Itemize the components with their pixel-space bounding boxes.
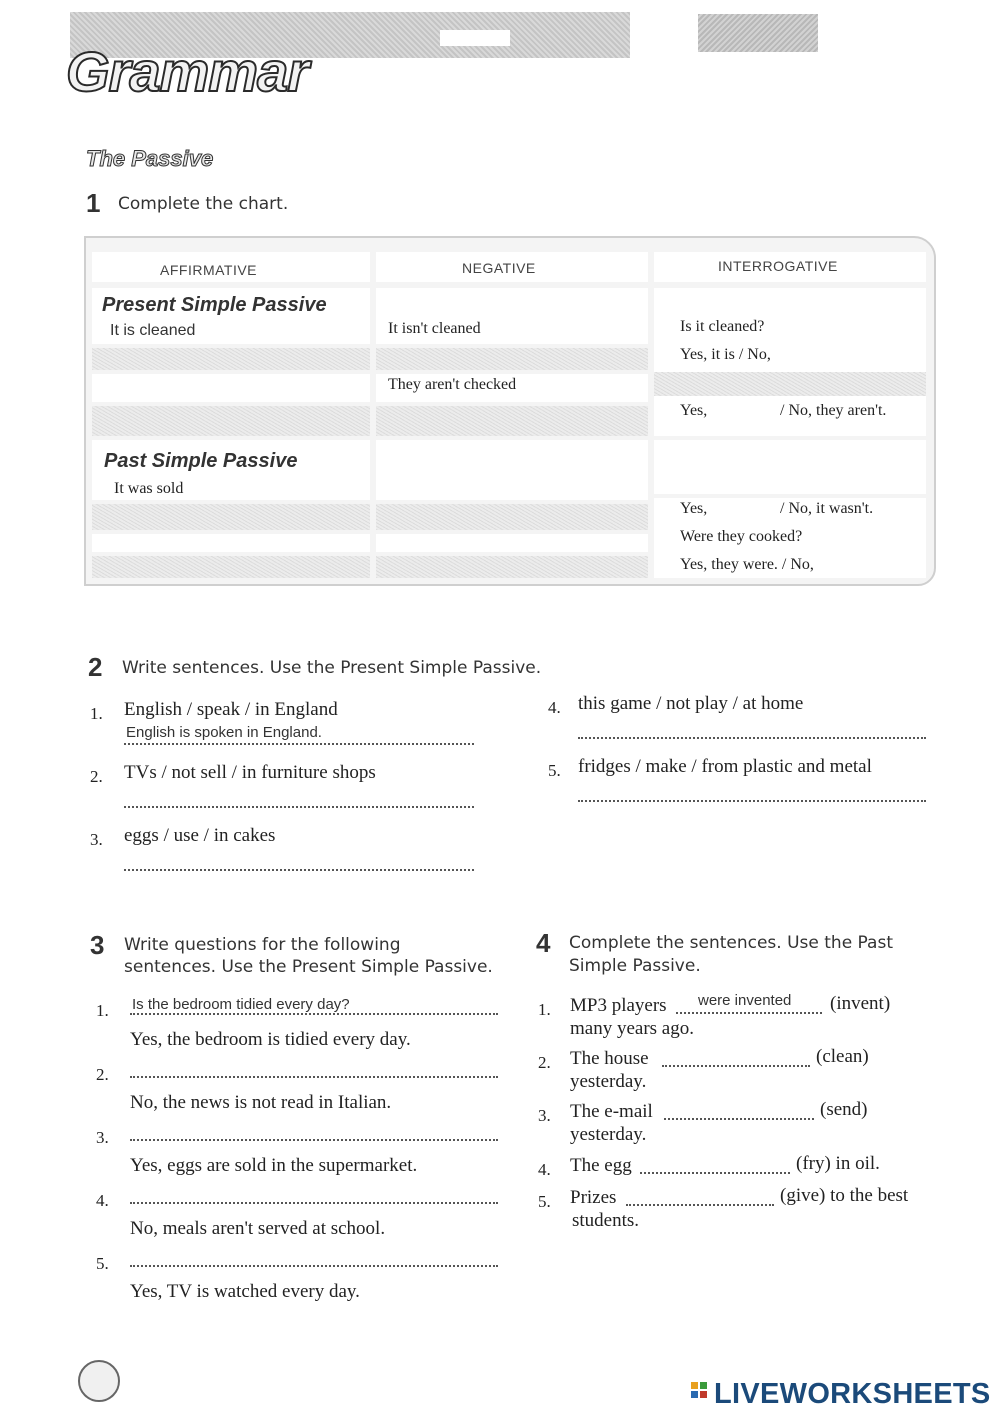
passive-chart — [84, 236, 936, 586]
past-interrogative-2: Were they cooked? — [680, 528, 803, 545]
ex3-item-number: 3. — [96, 1128, 109, 1147]
chart-cell-answer[interactable] — [376, 406, 648, 436]
ex3-item-response: Yes, TV is watched every day. — [130, 1281, 360, 1302]
present-affirmative: It is cleaned — [110, 322, 196, 339]
past-interrogative-1b: / No, it wasn't. — [780, 500, 874, 517]
ex3-item-response: No, the news is not read in Italian. — [130, 1092, 392, 1113]
section-heading: The Passive — [86, 146, 214, 171]
answer-line[interactable] — [640, 1172, 790, 1174]
past-simple-passive-title: Past Simple Passive — [104, 450, 298, 472]
ex3-item-response: Yes, eggs are sold in the supermarket. — [130, 1155, 418, 1176]
chart-cell-answer[interactable] — [92, 534, 370, 552]
ex4-item-number: 2. — [538, 1053, 551, 1072]
exercise-3-number: 3 — [90, 930, 105, 960]
answer-line[interactable] — [130, 1013, 498, 1015]
past-interrogative-3: Yes, they were. / No, — [680, 556, 814, 573]
ex4-item-before: Prizes — [570, 1187, 617, 1208]
liveworksheets-logo-icon — [690, 1380, 710, 1406]
ex4-item-continuation: yesterday. — [570, 1071, 647, 1092]
ex4-item-continuation: yesterday. — [570, 1124, 647, 1145]
chart-cell-answer[interactable] — [92, 556, 370, 578]
chart-cell-answer[interactable] — [92, 348, 370, 370]
answer-line[interactable] — [130, 1202, 498, 1204]
exercise-1-number: 1 — [86, 188, 101, 218]
ex4-item-before: The house — [570, 1048, 649, 1069]
ex2-item-prompt: English / speak / in England — [124, 699, 338, 720]
ex2-item-number: 5. — [548, 761, 561, 780]
ex3-item-response: No, meals aren't served at school. — [130, 1218, 386, 1239]
present-interrogative-3a: Yes, — [680, 402, 708, 419]
column-header-interrogative: INTERROGATIVE — [718, 258, 838, 274]
ex2-item-answer[interactable]: English is spoken in England. — [126, 724, 322, 741]
ex2-item-number: 2. — [90, 767, 103, 786]
page-number-badge — [78, 1360, 120, 1402]
page-title: Grammar — [66, 40, 309, 103]
exercise-3-instruction: Write questions for the following — [124, 935, 401, 955]
chart-cell-answer[interactable] — [376, 348, 648, 370]
answer-line[interactable] — [124, 869, 474, 871]
exercise-4-instruction: Complete the sentences. Use the Past — [569, 933, 893, 953]
column-header-negative: NEGATIVE — [462, 260, 536, 276]
present-interrogative-1: Is it cleaned? — [680, 318, 765, 335]
ex4-item-after: (clean) — [816, 1046, 869, 1067]
chart-cell-answer[interactable] — [654, 440, 926, 494]
past-interrogative-1a: Yes, — [680, 500, 708, 517]
ex2-item-prompt: TVs / not sell / in furniture shops — [124, 762, 376, 783]
answer-line[interactable] — [124, 806, 474, 808]
answer-line[interactable] — [124, 743, 474, 745]
ex4-item-after: (invent) — [830, 993, 891, 1014]
ex4-item-continuation: students. — [572, 1210, 640, 1231]
exercise-1-instruction: Complete the chart. — [118, 194, 289, 214]
ex3-item-number: 5. — [96, 1254, 109, 1273]
ex4-item-before: The e-mail — [570, 1101, 653, 1122]
ex2-item-prompt: fridges / make / from plastic and metal — [578, 756, 872, 777]
ex4-item-number: 4. — [538, 1160, 551, 1179]
answer-line[interactable] — [578, 800, 926, 802]
answer-line[interactable] — [676, 1012, 822, 1014]
ex4-item-before: MP3 players — [570, 995, 667, 1016]
liveworksheets-logo: LIVEWORKSHEETS — [714, 1378, 991, 1410]
exercise-2-number: 2 — [88, 652, 103, 682]
ex4-item-before: The egg — [570, 1155, 632, 1176]
present-negative-1: It isn't cleaned — [388, 320, 481, 337]
ex2-item-number: 1. — [90, 704, 103, 723]
answer-line[interactable] — [130, 1076, 498, 1078]
exercise-2-instruction: Write sentences. Use the Present Simple Passive. — [122, 658, 542, 678]
ex3-item-number: 2. — [96, 1065, 109, 1084]
answer-line[interactable] — [626, 1204, 774, 1206]
header-corner-box — [698, 14, 818, 52]
answer-line[interactable] — [130, 1139, 498, 1141]
present-interrogative-2: Yes, it is / No, — [680, 346, 771, 363]
column-header-affirmative: AFFIRMATIVE — [160, 262, 258, 278]
chart-cell-answer[interactable] — [92, 374, 370, 402]
present-negative-2: They aren't checked — [388, 376, 517, 393]
ex2-item-number: 4. — [548, 698, 561, 717]
ex2-item-number: 3. — [90, 830, 103, 849]
chart-cell-answer[interactable] — [92, 504, 370, 530]
ex2-item-prompt: this game / not play / at home — [578, 693, 804, 714]
ex4-item-answer[interactable]: were invented — [698, 992, 792, 1009]
header-band-gap — [440, 30, 510, 46]
ex4-item-number: 3. — [538, 1106, 551, 1125]
chart-cell-answer[interactable] — [654, 372, 926, 396]
answer-line[interactable] — [662, 1065, 810, 1067]
ex4-item-number: 5. — [538, 1192, 551, 1211]
chart-cell-answer[interactable] — [92, 406, 370, 436]
ex4-item-number: 1. — [538, 1000, 551, 1019]
answer-line[interactable] — [130, 1265, 498, 1267]
answer-line[interactable] — [578, 737, 926, 739]
exercise-4-number: 4 — [536, 928, 551, 958]
present-interrogative-3b: / No, they aren't. — [780, 402, 887, 419]
answer-line[interactable] — [664, 1118, 814, 1120]
ex4-item-after: (send) — [820, 1099, 868, 1120]
past-affirmative: It was sold — [114, 480, 184, 497]
chart-cell-answer[interactable] — [376, 534, 648, 552]
ex4-item-after: (fry) in oil. — [796, 1153, 880, 1174]
ex2-item-prompt: eggs / use / in cakes — [124, 825, 276, 846]
ex4-item-continuation: many years ago. — [570, 1018, 694, 1039]
ex3-item-response: Yes, the bedroom is tidied every day. — [130, 1029, 411, 1050]
exercise-3-instruction: sentences. Use the Present Simple Passive. — [124, 957, 493, 977]
ex3-item-answer[interactable]: Is the bedroom tidied every day? — [132, 996, 350, 1013]
exercise-4-instruction: Simple Passive. — [569, 956, 701, 976]
chart-cell-answer[interactable] — [376, 504, 648, 530]
ex3-item-number: 1. — [96, 1001, 109, 1020]
ex4-item-after: (give) to the best — [780, 1185, 909, 1206]
present-simple-passive-title: Present Simple Passive — [102, 294, 327, 316]
chart-cell-answer[interactable] — [376, 440, 648, 500]
ex3-item-number: 4. — [96, 1191, 109, 1210]
chart-cell-answer[interactable] — [376, 556, 648, 578]
